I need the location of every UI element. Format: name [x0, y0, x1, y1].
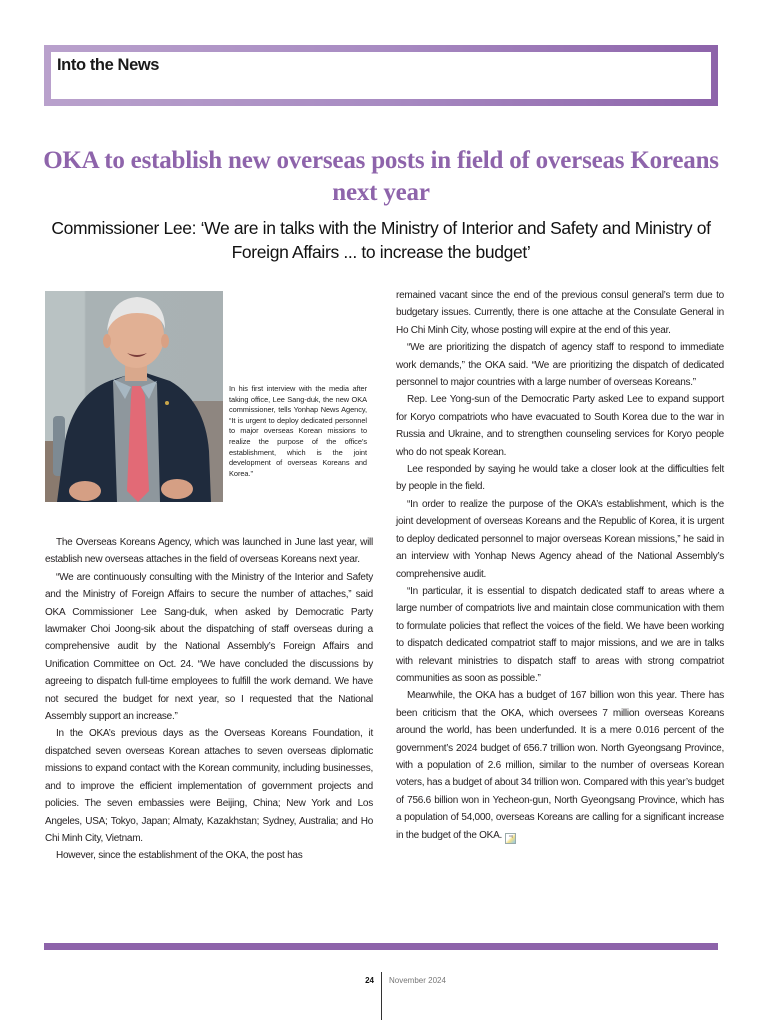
- paragraph: “We are continuously consulting with the Ministry of the Interior and Safety and the Ministry of Foreign Affairs to secure the number of attaches,” said OKA Commissioner Lee Sang-duk, when asked by Democratic Party lawmaker Choi Joong-sik about the dispatching of staff overseas during a comprehensive audit by the National Assembly’s Foreign Affairs and Unification Committee on Oct. 24. “We have concluded the discussions by agreeing to dispatch full-time employees to fulfill the work demand. We have not secured the budget for next year, so I requested that the National Assembly support an increase.”: [45, 571, 373, 723]
- paragraph: The Overseas Koreans Agency, which was launched in June last year, will establish new overseas attaches in the field of overseas Koreans next year.: [45, 537, 373, 566]
- paragraph: In the OKA’s previous days as the Overseas Koreans Foundation, it dispatched seven overseas Korean attaches to seven overseas diplomatic missions to expand contact with the Korean community, including businesses, and to improve the efficient implementation of government projects and policies. The seven embassies were Beijing, China; New York and Los Angeles, USA; Tokyo, Japan; Almaty, Kazakhstan; Sydney, Australia; and Ho Chi Minh City, Vietnam.: [45, 728, 373, 844]
- section-label: Into the News: [57, 56, 160, 74]
- portrait-photo: [45, 291, 223, 502]
- issue-date: November 2024: [389, 976, 446, 985]
- page-number: 24: [365, 976, 374, 985]
- article-end-mark-icon: ㅋ: [505, 833, 516, 844]
- section-banner-inner: [51, 52, 711, 99]
- paragraph-final: [396, 687, 724, 844]
- section-banner: [44, 45, 718, 106]
- paragraph: Lee responded by saying he would take a closer look at the difficulties felt by people in the field.: [396, 464, 724, 493]
- paragraph-final-text: Meanwhile, the OKA has a budget of 167 billion won this year. There has been criticism that the OKA, which oversees 7 million overseas Koreans around the world, has been underfunded. It is a mere 0.016 percent of the government’s 2024 budget of 656.7 trillion won. North Gyeongsang Province, with a population of 2.6 million, similar to the number of overseas Korean voters, has a budget of about 34 trillion won. Compared with this year’s budget of 756.6 billion won in Yecheon-gun, North Gyeongsang Province, which has a population of 54,000, overseas Koreans are calling for a significant increase in the budget of the OKA.: [396, 690, 724, 841]
- paragraph: Rep. Lee Yong-sun of the Democratic Party asked Lee to expand support for Koryo compatriots who have evacuated to South Korea due to the war in Russia and Ukraine, and to strengthen counseling services for Koryo people who do not speak Korean.: [396, 394, 724, 458]
- paragraph: “We are prioritizing the dispatch of agency staff to respond to immediate work demands,” the OKA said. “We are prioritizing the dispatch of dedicated personnel to major countries with a large number of overseas Koreans.”: [396, 342, 724, 389]
- article-column-right: [396, 287, 724, 844]
- paragraph: remained vacant since the end of the previous consul general’s term due to budgetary issues. Currently, there is one attache at the Consulate General in Ho Chi Minh City, whose posting will expire at the end of this year.: [396, 290, 724, 336]
- article-headline: OKA to establish new overseas posts in field of overseas Koreans next year: [43, 147, 719, 206]
- article-subhead: Commissioner Lee: ‘We are in talks with the Ministry of Interior and Safety and Ministry of Foreign Affairs ... to increase the budget’: [51, 218, 711, 262]
- article-column-left: [45, 534, 373, 865]
- paragraph: “In particular, it is essential to dispatch dedicated staff to areas where a large number of compatriots live and maintain close communication with them to formulate policies that reflect the voices of the field. We have been working to dispatch dedicated compatriot staff to major missions, and we are in talks with relevant ministries to dispatch staff to areas with strong compatriot communities as soon as possible.”: [396, 585, 724, 684]
- folio-divider: [381, 972, 382, 1020]
- paragraph: “In order to realize the purpose of the OKA’s establishment, which is the joint development of overseas Koreans and the Republic of Korea, it is urgent to deploy dedicated personnel to major overseas Korean missions,” he said in an interview with Yonhap News Agency ahead of the National Assembly’s comprehensive audit.: [396, 498, 724, 580]
- footer-bar: [44, 943, 718, 950]
- portrait-photo-icon: [45, 291, 223, 502]
- photo-caption: In his first interview with the media after taking office, Lee Sang-duk, the new OKA commissioner, tells Yonhap News Agency, “It is urgent to deploy dedicated personnel to major overseas Korean missions to realize the purpose of the office’s establishment, which is the joint development of overseas Koreans and Korea.”: [229, 384, 367, 478]
- paragraph: However, since the establishment of the OKA, the post has: [56, 850, 303, 862]
